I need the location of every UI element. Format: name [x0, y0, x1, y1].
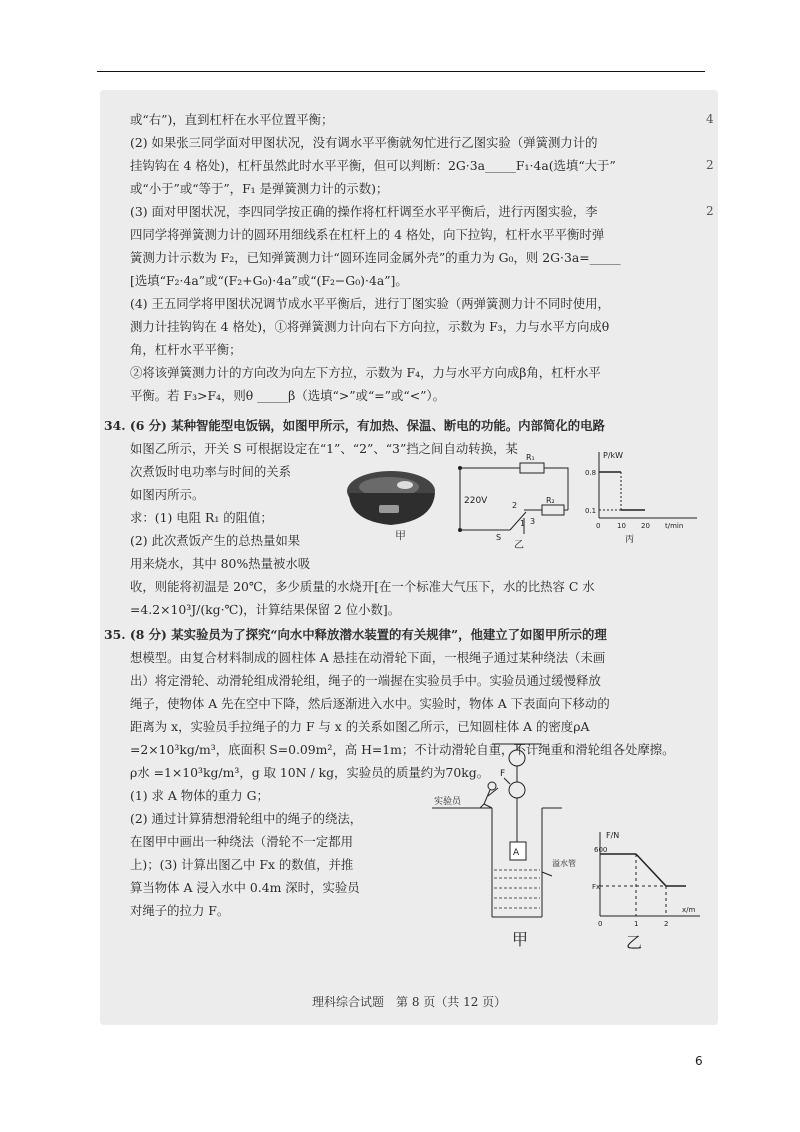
text-line: 或“小于”或“等于”，F₁ 是弹簧测力计的示数)；	[130, 181, 389, 196]
force-graph-caption: 乙	[626, 933, 643, 952]
text-line: (2) 如果张三同学面对甲图状况，没有调水平平衡就匆忙进行乙图实验（弹簧测力计的	[130, 135, 598, 150]
power-time-graph	[585, 448, 700, 546]
graph-xlabel: x/m	[682, 906, 696, 914]
force-label: F	[500, 769, 506, 779]
graph-ylabel: P/kW	[603, 451, 624, 460]
text-line: =2×10³kg/m³，底面积 S=0.09m²，高 H=1m；不计动滑轮自重，不计绳重和滑轮组各处摩擦。	[130, 742, 675, 757]
text-line: (2) 此次煮饭产生的总热量如果	[130, 533, 301, 548]
text-line: 次煮饭时电功率与时间的关系	[130, 464, 292, 479]
tick-label: 2	[664, 920, 669, 928]
text-line: 四同学将弹簧测力计的圆环用细线系在杠杆上的 4 格处，向下拉钩，杠杆水平平衡时弹	[130, 227, 605, 242]
edge-mark: 2	[706, 204, 714, 218]
text-line: 或“右”)，直到杠杆在水平位置平衡；	[130, 112, 334, 127]
text-line: 收，则能将初温是 20℃，多少质量的水烧开[在一个标准大气压下，水的比热容 C 水	[130, 579, 595, 594]
circuit-caption: 乙	[514, 540, 524, 551]
text-line: 对绳子的拉力 F。	[130, 903, 230, 918]
text-line: =4.2×10³J/(kg·℃)，计算结果保留 2 位小数]。	[130, 602, 401, 617]
text-line: ρ水 =1×10³kg/m³，g 取 10N / kg，实验员的质量约为70kg。	[130, 765, 490, 780]
block-label: A	[513, 848, 520, 858]
text-line: 挂钩钩在 4 格处)，杠杆虽然此时水平平衡，但可以判断：2G·3a_____F₁·4a(选填“大于”	[130, 158, 616, 173]
graph-xlabel: t/min	[665, 522, 684, 530]
pulley-tank-figure	[432, 742, 602, 952]
text-line: 求：(1) 电阻 R₁ 的阻值；	[130, 510, 273, 525]
edge-mark: 4	[706, 112, 714, 126]
graph-caption: 丙	[625, 535, 635, 545]
force-displacement-graph	[592, 828, 704, 952]
question-35-line: 35. (8 分) 某实验员为了探究“向水中释放潜水装置的有关规律”，他建立了如图甲所示的理	[104, 627, 607, 642]
pulley-caption: 甲	[512, 930, 529, 949]
text-line: (2) 通过计算猜想滑轮组中的绳子的绕法，	[130, 811, 363, 826]
text-line: 测力计挂钩钩在 4 格处)，①将弹簧测力计向右下方向拉，示数为 F₃，力与水平方向成θ	[130, 319, 610, 334]
tick-label: 1	[634, 920, 639, 928]
pos-label: 3	[530, 517, 536, 526]
text-line: (1) 求 A 物体的重力 G；	[130, 788, 269, 803]
cooker-caption: 甲	[395, 529, 406, 542]
tick-label: 0.8	[585, 469, 597, 477]
question-34-line: 34. (6 分) 某种智能型电饭锅，如图甲所示，有加热、保温、断电的功能。内部简化的电路	[104, 418, 605, 433]
text-line: 如图丙所示。	[130, 487, 205, 502]
text-line: [选填“F₂·4a”或“(F₂+G₀)·4a”或“(F₂−G₀)·4a”]。	[130, 273, 408, 288]
text-line: (4) 王五同学将甲图状况调节成水平平衡后，进行丁图实验（两弹簧测力计不同时使用，	[130, 296, 610, 311]
tick-label: Fx	[592, 883, 601, 891]
pos-label: 1	[520, 519, 526, 528]
tick-label: 0.1	[585, 507, 597, 515]
header-rule	[97, 71, 705, 72]
circuit-diagram	[450, 448, 580, 551]
text-line: 在图甲中画出一种绕法（滑轮不一定都用	[130, 834, 354, 849]
text-line: 上)；(3) 计算出图乙中 Fx 的数值，并推	[130, 857, 354, 872]
tick-label: 600	[594, 846, 608, 854]
pos-label: 2	[512, 501, 518, 510]
rice-cooker-figure	[343, 461, 443, 541]
person-label: 实验员	[434, 797, 462, 807]
text-line: ②将该弹簧测力计的方向改为向左下方拉，示数为 F₄，力与水平方向成β角，杠杆水平	[130, 365, 601, 380]
text-line: 如图乙所示，开关 S 可根据设定在“1”、“2”、“3”挡之间自动转换，某	[130, 441, 518, 456]
tick-label: 0	[598, 920, 603, 928]
text-line: 平衡。若 F₃>F₄，则θ _____β（选填“>”或“=”或“<”）。	[130, 388, 446, 403]
graph-ylabel: F/N	[606, 831, 620, 840]
text-line: (3) 面对甲图状况，李四同学按正确的操作将杠杆调至水平平衡后，进行丙图实验，李	[130, 204, 598, 219]
text-line: 距离为 x，实验员手拉绳子的力 F 与 x 的关系如图乙所示，已知圆柱体 A 的密度ρA	[130, 719, 590, 734]
text-line: 角，杠杆水平平衡；	[130, 342, 242, 357]
page-footer: 理科综合试题 第 8 页（共 12 页）	[312, 995, 507, 1009]
voltage-label: 220V	[464, 496, 488, 506]
text-line: 出）将定滑轮、动滑轮组成滑轮组，绳子的一端握在实验员手中。实验员通过缓慢释放	[130, 673, 601, 688]
text-line: 绳子，使物体 A 先在空中下降，然后逐渐进入水中。实验时，物体 A 下表面向下移动的	[130, 696, 610, 711]
switch-label: S	[496, 533, 502, 542]
pipe-label: 溢水管	[552, 859, 576, 868]
tick-label: 10	[617, 522, 626, 530]
tick-label: 0	[596, 522, 601, 530]
text-line: 想模型。由复合材料制成的圆柱体 A 悬挂在动滑轮下面，一根绳子通过某种绕法（未画	[130, 650, 606, 665]
r2-label: R₂	[546, 496, 555, 505]
page-number: 6	[695, 1054, 703, 1068]
text-line: 算当物体 A 浸入水中 0.4m 深时，实验员	[130, 880, 360, 895]
text-line: 用来烧水，其中 80%热量被水吸	[130, 556, 311, 571]
text-line: 簧测力计示数为 F₂，已知弹簧测力计“圆环连同金属外壳”的重力为 G₀，则 2G·3a=_____	[130, 250, 621, 265]
edge-mark: 2	[706, 158, 714, 172]
tick-label: 20	[641, 522, 650, 530]
r1-label: R₁	[526, 453, 535, 462]
